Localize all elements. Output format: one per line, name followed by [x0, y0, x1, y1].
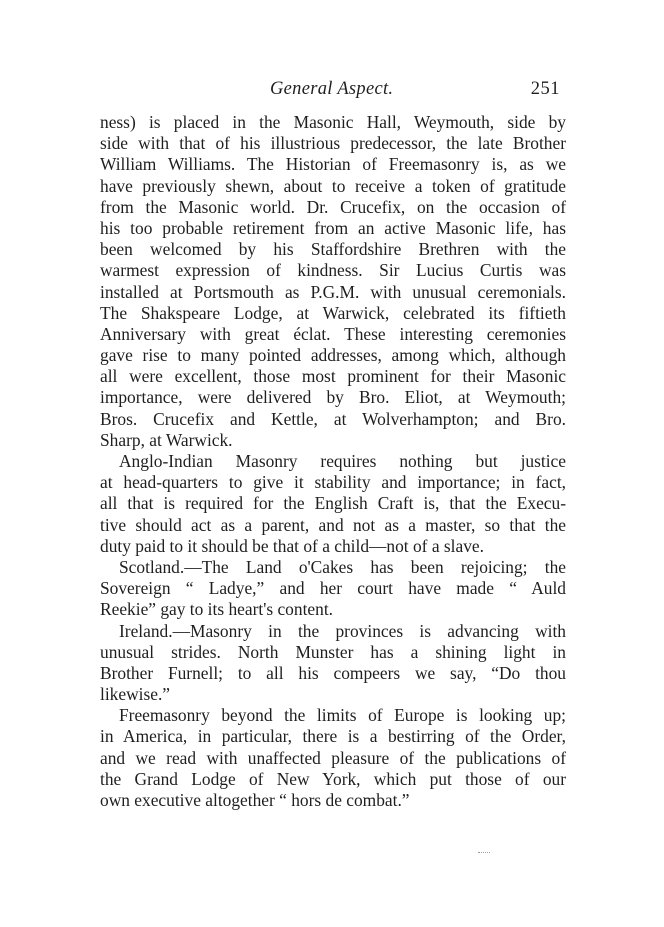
text-line: all were excellent, those most prominent for their Masonic	[100, 366, 566, 387]
text-line: his too probable retirement from an active Masonic life, has	[100, 217, 566, 238]
text-line: Sharp, at Warwick.	[100, 429, 233, 450]
text-line: ness) is placed in the Masonic Hall, Weymouth, side by	[100, 112, 566, 132]
text-line: Sovereign “ Ladye,” and her court have made “ Auld	[100, 578, 566, 599]
running-title: General Aspect.	[270, 79, 394, 99]
text-line: tive should act as a parent, and not as a master, so that the	[100, 514, 566, 535]
text-line: Scotland.—The Land o'Cakes has been rejoicing; the	[119, 556, 566, 577]
text-line: Reekie” gay to its heart's content.	[100, 599, 333, 620]
text-line: warmest expression of kindness. Sir Lucius Curtis was	[100, 260, 566, 281]
text-line: installed at Portsmouth as P.G.M. with unusual ceremonials.	[100, 281, 566, 302]
text-line: unusual strides. North Munster has a shining light in	[100, 641, 566, 662]
text-line: gave rise to many pointed addresses, among which, although	[100, 345, 566, 366]
text-line: and we read with unaffected pleasure of the publications of	[100, 747, 566, 768]
running-head	[100, 79, 566, 105]
text-line: William Williams. The Historian of Freemasonry is, as we	[100, 154, 566, 175]
text-line: all that is required for the English Craft is, that the Execu-	[100, 493, 566, 514]
body-text	[100, 112, 566, 811]
text-line: Freemasonry beyond the limits of Europe is looking up;	[119, 705, 566, 726]
text-line: the Grand Lodge of New York, which put those of our	[100, 768, 566, 789]
text-line: own executive altogether “ hors de combat.”	[100, 790, 410, 810]
text-line: Ireland.—Masonry in the provinces is advancing with	[119, 620, 566, 641]
text-line: side with that of his illustrious predecessor, the late Brother	[100, 133, 566, 154]
text-line: in America, in particular, there is a bestirring of the Order,	[100, 726, 566, 747]
text-line: from the Masonic world. Dr. Crucefix, on the occasion of	[100, 196, 566, 217]
text-line: been welcomed by his Staffordshire Brethren with the	[100, 239, 566, 260]
text-line: Brother Furnell; to all his compeers we say, “Do thou	[100, 662, 566, 683]
page-number: 251	[530, 79, 560, 99]
text-line: importance, were delivered by Bro. Eliot, at Weymouth;	[100, 387, 566, 408]
text-line: Anniversary with great éclat. These interesting ceremonies	[100, 323, 566, 344]
text-line: at head-quarters to give it stability and importance; in fact,	[100, 472, 566, 493]
text-line: The Shakspeare Lodge, at Warwick, celebrated its fiftieth	[100, 302, 566, 323]
text-line: duty paid to it should be that of a child—not of a slave.	[100, 535, 484, 556]
text-line: Bros. Crucefix and Kettle, at Wolverhampton; and Bro.	[100, 408, 566, 429]
text-line: Anglo-Indian Masonry requires nothing but justice	[119, 451, 566, 471]
text-line: have previously shewn, about to receive a token of gratitude	[100, 175, 566, 196]
print-speck	[478, 852, 490, 855]
text-line: likewise.”	[100, 684, 171, 705]
